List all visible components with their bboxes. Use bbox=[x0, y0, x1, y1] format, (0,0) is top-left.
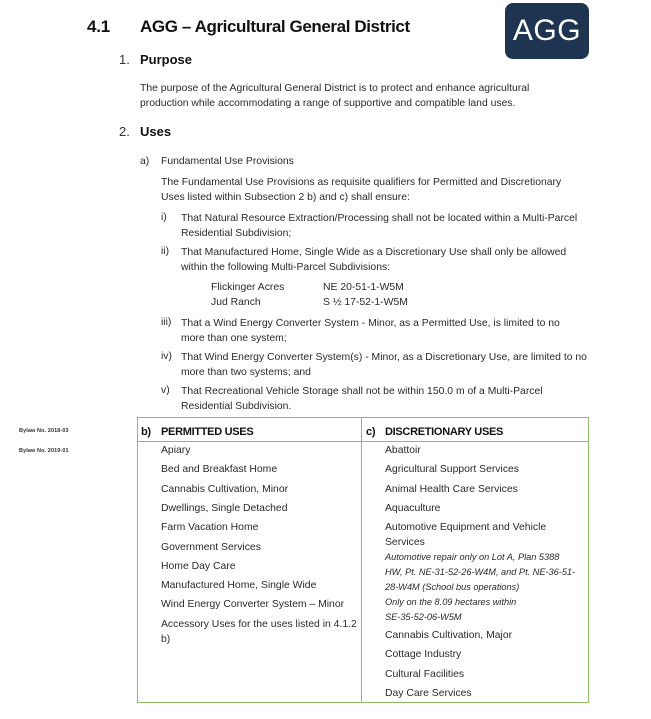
uses-heading: Uses bbox=[140, 124, 172, 139]
permitted-item: Accessory Uses for the uses listed in 4.1.2 bbox=[161, 619, 357, 630]
subsection-a-title: Fundamental Use Provisions bbox=[161, 156, 294, 167]
permitted-label: b) bbox=[141, 426, 151, 438]
discretionary-header: DISCRETIONARY USES bbox=[385, 426, 504, 438]
discretionary-item: Agricultural Support Services bbox=[385, 464, 519, 475]
permitted-item: Farm Vacation Home bbox=[161, 522, 259, 533]
permitted-item: b) bbox=[161, 634, 171, 645]
discretionary-item: Animal Health Care Services bbox=[385, 484, 518, 495]
purpose-heading: Purpose bbox=[140, 52, 193, 67]
item-ii-line-2: within the following Multi-Parcel Subdivisions: bbox=[181, 262, 391, 273]
permitted-item: Bed and Breakfast Home bbox=[161, 464, 278, 475]
section-number: 4.1 bbox=[87, 17, 111, 36]
discretionary-item: Cultural Facilities bbox=[385, 669, 465, 680]
discretionary-item: Cannabis Cultivation, Major bbox=[385, 630, 513, 641]
uses-number: 2. bbox=[119, 124, 130, 139]
permitted-item: Government Services bbox=[161, 542, 261, 553]
permitted-item: Home Day Care bbox=[161, 561, 236, 572]
item-v-line-2: Residential Subdivision. bbox=[181, 401, 292, 412]
discretionary-note: 28-W4M (School bus operations) bbox=[385, 582, 520, 592]
purpose-number: 1. bbox=[119, 52, 130, 67]
item-v-line-1: That Recreational Vehicle Storage shall not be within 150.0 m of a Multi-Parcel bbox=[181, 386, 543, 397]
subsection-a-label: a) bbox=[140, 156, 150, 167]
district-badge: AGG bbox=[505, 3, 589, 59]
discretionary-item: Aquaculture bbox=[385, 503, 441, 514]
table-header-divider bbox=[137, 441, 589, 442]
item-i-number: i) bbox=[161, 212, 167, 223]
item-i-line-2: Residential Subdivision; bbox=[181, 228, 292, 239]
item-i-line-1: That Natural Resource Extraction/Processing shall not be located within a Multi-Parcel bbox=[181, 213, 578, 224]
bylaw-note-2: Bylaw No. 2019-01 bbox=[19, 448, 69, 454]
section-title: AGG – Agricultural General District bbox=[140, 17, 410, 36]
purpose-line-2: production while accommodating a range of supportive and compatible land uses. bbox=[140, 98, 516, 109]
item-iv-number: iv) bbox=[161, 351, 172, 362]
item-iii-line-1: That a Wind Energy Converter System - Minor, as a Permitted Use, is limited to no bbox=[181, 318, 560, 329]
item-ii-number: ii) bbox=[161, 246, 170, 257]
discretionary-note: Only on the 8.09 hectares within bbox=[385, 597, 517, 607]
discretionary-item: Automotive Equipment and Vehicle bbox=[385, 522, 547, 533]
discretionary-note: Automotive repair only on Lot A, Plan 5388 bbox=[385, 552, 560, 562]
item-iii-number: iii) bbox=[161, 317, 172, 328]
permitted-item: Cannabis Cultivation, Minor bbox=[161, 484, 289, 495]
item-ii-line-1: That Manufactured Home, Single Wide as a Discretionary Use shall only be allowed bbox=[181, 247, 567, 258]
item-iv-line-2: more than two systems; and bbox=[181, 367, 311, 378]
discretionary-item: Abattoir bbox=[385, 445, 421, 456]
subdivision-location-1: NE 20-51-1-W5M bbox=[323, 282, 404, 293]
a-intro-line-1: The Fundamental Use Provisions as requisite qualifiers for Permitted and Discretionary bbox=[161, 177, 562, 188]
subdivision-name-1: Flickinger Acres bbox=[211, 282, 285, 293]
discretionary-note: SE-35-52-06-W5M bbox=[385, 612, 462, 622]
discretionary-label: c) bbox=[366, 426, 376, 438]
item-iv-line-1: That Wind Energy Converter System(s) - Minor, as a Discretionary Use, are limited to no bbox=[181, 352, 587, 363]
discretionary-item: Services bbox=[385, 537, 425, 548]
item-iii-line-2: more than one system; bbox=[181, 333, 287, 344]
permitted-item: Dwellings, Single Detached bbox=[161, 503, 288, 514]
purpose-line-1: The purpose of the Agricultural General District is to protect and enhance agricultural bbox=[140, 83, 530, 94]
item-v-number: v) bbox=[161, 385, 170, 396]
bylaw-note-1: Bylaw No. 2018-03 bbox=[19, 428, 69, 434]
subdivision-location-2: S ½ 17-52-1-W5M bbox=[323, 297, 408, 308]
discretionary-item: Day Care Services bbox=[385, 688, 472, 699]
permitted-header: PERMITTED USES bbox=[161, 426, 254, 438]
a-intro-line-2: Uses listed within Subsection 2 b) and c) shall ensure: bbox=[161, 192, 410, 203]
permitted-item: Wind Energy Converter System – Minor bbox=[161, 599, 345, 610]
permitted-item: Apiary bbox=[161, 445, 191, 456]
permitted-item: Manufactured Home, Single Wide bbox=[161, 580, 317, 591]
discretionary-item: Cottage Industry bbox=[385, 649, 462, 660]
discretionary-note: HW, Pt. NE-31-52-26-W4M, and Pt. NE-36-51- bbox=[385, 567, 576, 577]
subdivision-name-2: Jud Ranch bbox=[211, 297, 261, 308]
table-column-divider bbox=[361, 417, 362, 703]
